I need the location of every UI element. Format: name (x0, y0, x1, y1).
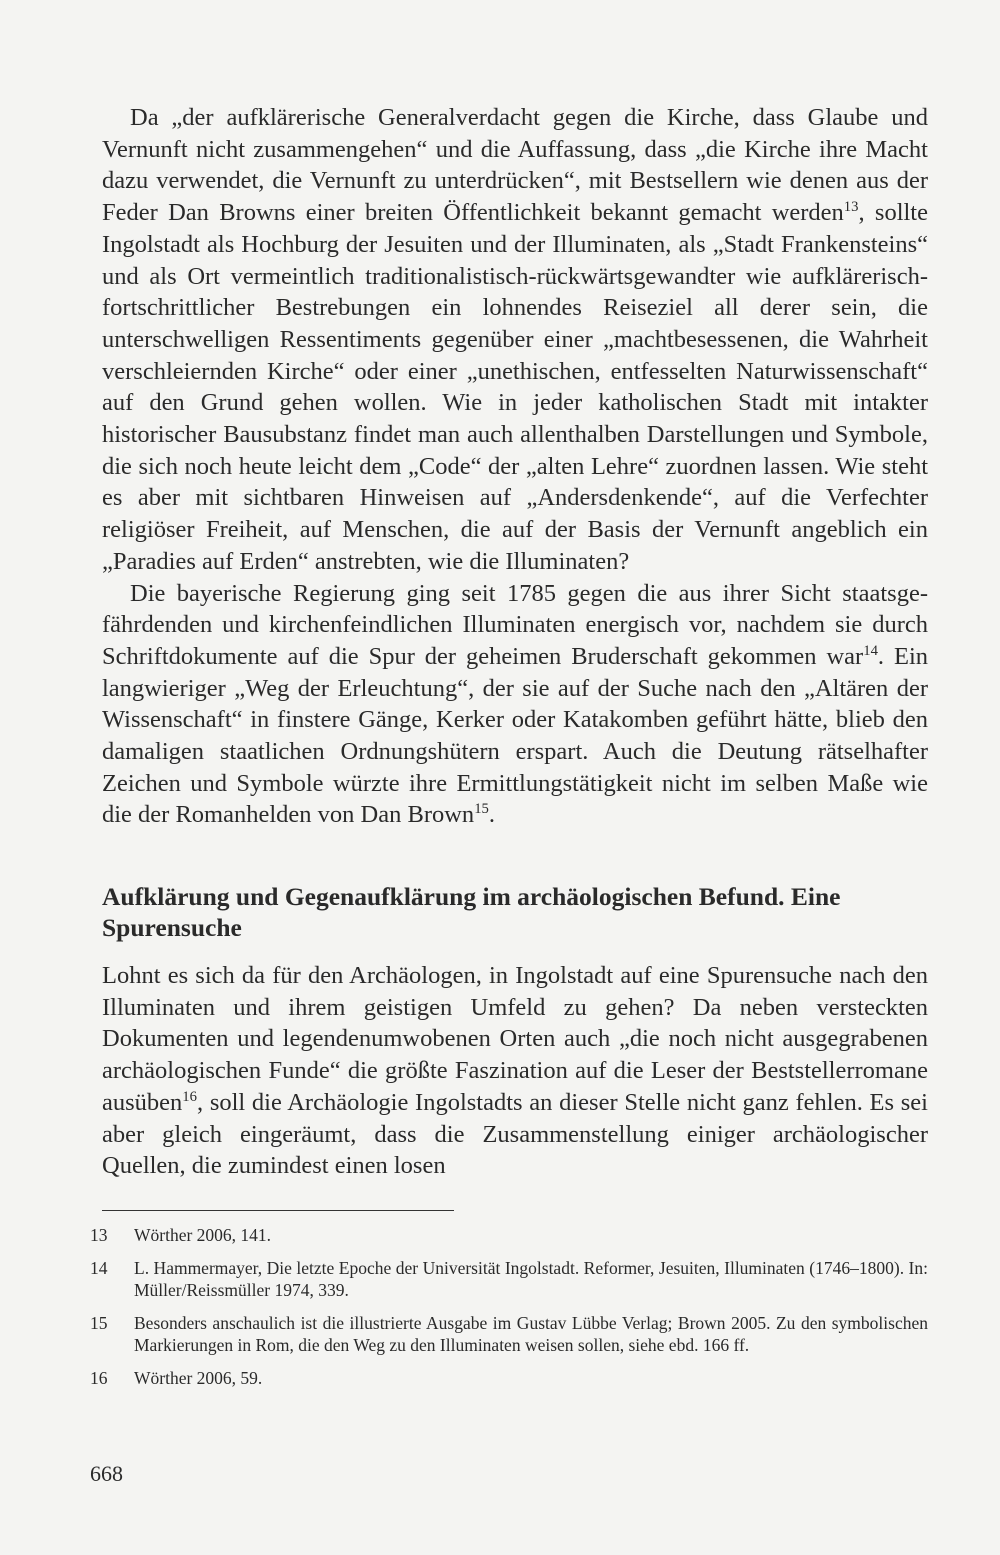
body-text-bottom (102, 960, 928, 1182)
paragraph (102, 102, 928, 578)
body-text-top (102, 102, 928, 831)
footnote-ref: 13 (843, 199, 859, 216)
footnote-text: Besonders anschaulich ist die illustrierte Ausgabe im Gustav Lübbe Verlag; Brown 2005. Zu den symbolischen Markierungen in Rom, die den Weg zu den Illuminaten weisen sollen, siehe ebd. 166 ff. (134, 1313, 928, 1355)
paragraph (102, 578, 928, 832)
footnote-divider (102, 1210, 454, 1211)
footnote-ref: 16 (182, 1089, 197, 1105)
footnote-number: 14 (90, 1258, 108, 1278)
text-span: Lohnt es sich da für den Archäologen, in Ingolstadt auf eine Spurensuche nach den Illuminaten und ihrem geistigen Umfeld zu gehen? Da neben versteckten Dokumenten und legendenumwobenen Orten auch „die noch nicht ausgegrabenen archäologischen Funde“ die größte Faszination auf die Leser der Beststellerromane ausüben (102, 962, 928, 1116)
footnote (90, 1257, 928, 1301)
footnote (90, 1224, 928, 1246)
section-heading: Aufklärung und Gegenaufklärung im archäologischen Befund. Eine Spurensuche (102, 882, 841, 942)
footnote-ref: 14 (863, 643, 878, 660)
paragraph (102, 960, 928, 1182)
footnote-number: 16 (90, 1368, 108, 1388)
text-span: Die bayerische Regierung ging seit 1785 gegen die aus ihrer Sicht staatsgefährdenden und kirchenfeindlichen Illuminaten energisch vor, nachdem sie durch Schriftdokumente auf die Spur der geheimen Bruderschaft gekommen war (102, 579, 928, 670)
text-span: . (488, 801, 495, 829)
footnote-ref: 15 (474, 801, 489, 818)
footnote (90, 1367, 928, 1389)
text-span: . Ein langwieriger „Weg der Erleuchtung“, der sie auf der Suche nach den „Altären der Wissenschaft“ in finstere Gänge, Kerker oder Katakomben geführt hätte, blieb den damaligen staatlichen Ordnungshütern erspart. Auch die Deutung rätselhafter Zeichen und Symbole würzte ihre Ermittlungstätigkeit nicht im selben Maße wie die der Romanhelden von Dan Brown (102, 642, 928, 829)
footnote-number: 13 (90, 1225, 108, 1245)
footnote (90, 1312, 928, 1356)
text-span: , soll die Archäologie Ingolstadts an dieser Stelle nicht ganz fehlen. Es sei aber gleich eingeräumt, dass die Zusammenstellung einiger archäologischer Quellen, die zumindest einen losen (102, 1088, 928, 1180)
footnote-text: Wörther 2006, 59. (134, 1368, 263, 1388)
footnote-text: Wörther 2006, 141. (134, 1225, 272, 1245)
page-number: 668 (90, 1461, 123, 1486)
footnotes (90, 1224, 928, 1400)
text-span: , sollte Ingolstadt als Hochburg der Jesuiten und der Illuminaten, als „Stadt Frankensteins“ und als Ort vermeintlich traditionalistisch-rückwärtsgewandter wie aufklärerisch-fortschrittlicher Bestrebungen ein lohnendes Reiseziel all derer sein, die unterschwelligen Ressentiments gegenüber einer „machtbesessenen, die Wahrheit verschleiernden Kirche“ oder einer „unethischen, entfesselten Naturwissenschaft“ auf den Grund gehen wollen. Wie in jeder katholischen Stadt mit intakter historischer Bausubstanz findet man auch allenthalben Darstellungen und Symbole, die sich noch heute leicht dem „Code“ der „alten Lehre“ zuordnen lassen. Wie steht es aber mit sichtbaren Hinweisen auf „Andersdenkende“, auf die Verfechter religiöser Freiheit, auf Menschen, die auf der Basis der Vernunft angeblich ein „Paradies auf Erden“ anstrebten, wie die Illuminaten? (102, 199, 928, 575)
footnote-text: L. Hammermayer, Die letzte Epoche der Universität Ingolstadt. Reformer, Jesuiten, Illuminaten (1746–1800). In: Müller/Reissmüller 1974, 339. (134, 1258, 928, 1300)
footnote-number: 15 (90, 1313, 108, 1333)
text-span: Da „der aufklärerische Generalverdacht gegen die Kirche, dass Glaube und Vernunft nicht zusammengehen“ und die Auffassung, dass „die Kirche ihre Macht dazu verwendet, die Vernunft zu unterdrücken“, mit Bestsellern wie denen aus der Feder Dan Browns einer breiten Öffentlichkeit bekannt gemacht werden (102, 104, 928, 227)
